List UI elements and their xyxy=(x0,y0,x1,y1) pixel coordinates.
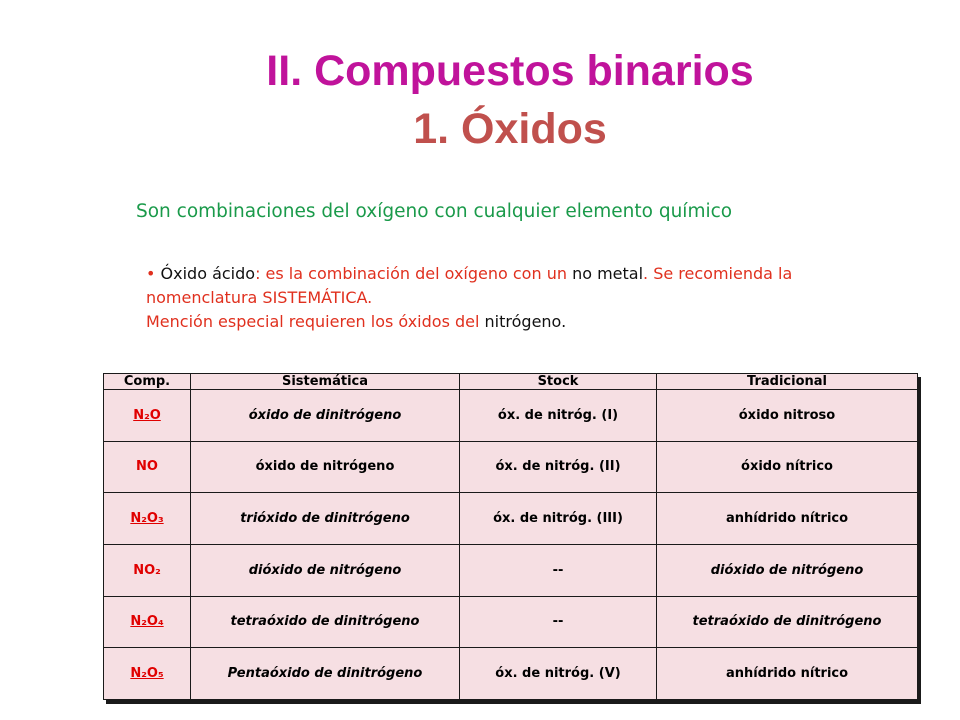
cell-tradicional: tetraóxido de dinitrógeno xyxy=(657,596,918,648)
cell-tradicional: óxido nitroso xyxy=(657,390,918,442)
nitrogen-oxides-table xyxy=(103,373,918,700)
cell-comp: NO₂ xyxy=(104,544,191,596)
table-row xyxy=(104,441,918,493)
header-stock: Stock xyxy=(460,374,657,390)
table-header-row xyxy=(104,374,918,390)
nitrogen-term: nitrógeno xyxy=(484,312,562,331)
cell-comp: N₂O₃ xyxy=(104,493,191,545)
cell-stock: óx. de nitróg. (I) xyxy=(460,390,657,442)
table-row xyxy=(104,544,918,596)
intro-text: Son combinaciones del oxígeno con cualquier elemento químico xyxy=(136,201,733,222)
cell-comp: NO xyxy=(104,441,191,493)
cell-tradicional: óxido nítrico xyxy=(657,441,918,493)
bullet-icon: • xyxy=(146,264,156,283)
bullet-text-3: Mención especial requieren los óxidos del xyxy=(146,312,485,331)
nonmetal-term: no metal xyxy=(572,264,644,283)
cell-stock: óx. de nitróg. (III) xyxy=(460,493,657,545)
cell-stock: óx. de nitróg. (II) xyxy=(460,441,657,493)
cell-stock: óx. de nitróg. (V) xyxy=(460,648,657,700)
cell-tradicional: dióxido de nitrógeno xyxy=(657,544,918,596)
cell-tradicional: anhídrido nítrico xyxy=(657,648,918,700)
header-tradicional: Tradicional xyxy=(657,374,918,390)
bullet-text-2: . Se recomienda la nomenclatura SISTEMÁTICA. xyxy=(146,264,793,307)
cell-stock: -- xyxy=(460,596,657,648)
cell-sistematica: Pentaóxido de dinitrógeno xyxy=(191,648,460,700)
header-comp: Comp. xyxy=(104,374,191,390)
cell-sistematica: trióxido de dinitrógeno xyxy=(191,493,460,545)
table-row xyxy=(104,648,918,700)
slide-subtitle: 1. Óxidos xyxy=(413,105,607,153)
cell-comp: N₂O₄ xyxy=(104,596,191,648)
cell-comp: N₂O₅ xyxy=(104,648,191,700)
oxide-type-label: Óxido ácido xyxy=(160,264,256,283)
cell-stock: -- xyxy=(460,544,657,596)
header-sistematica: Sistemática xyxy=(191,374,460,390)
cell-sistematica: dióxido de nitrógeno xyxy=(191,544,460,596)
cell-comp: N₂O xyxy=(104,390,191,442)
cell-sistematica: óxido de dinitrógeno xyxy=(191,390,460,442)
table-row xyxy=(104,390,918,442)
cell-sistematica: tetraóxido de dinitrógeno xyxy=(191,596,460,648)
table-row xyxy=(104,596,918,648)
slide-title: II. Compuestos binarios xyxy=(266,47,754,95)
cell-sistematica: óxido de nitrógeno xyxy=(191,441,460,493)
bullet-period: . xyxy=(561,312,567,331)
cell-tradicional: anhídrido nítrico xyxy=(657,493,918,545)
table-row xyxy=(104,493,918,545)
bullet-text-1: : es la combinación del oxígeno con un xyxy=(255,264,573,283)
bullet-paragraph xyxy=(146,262,866,334)
